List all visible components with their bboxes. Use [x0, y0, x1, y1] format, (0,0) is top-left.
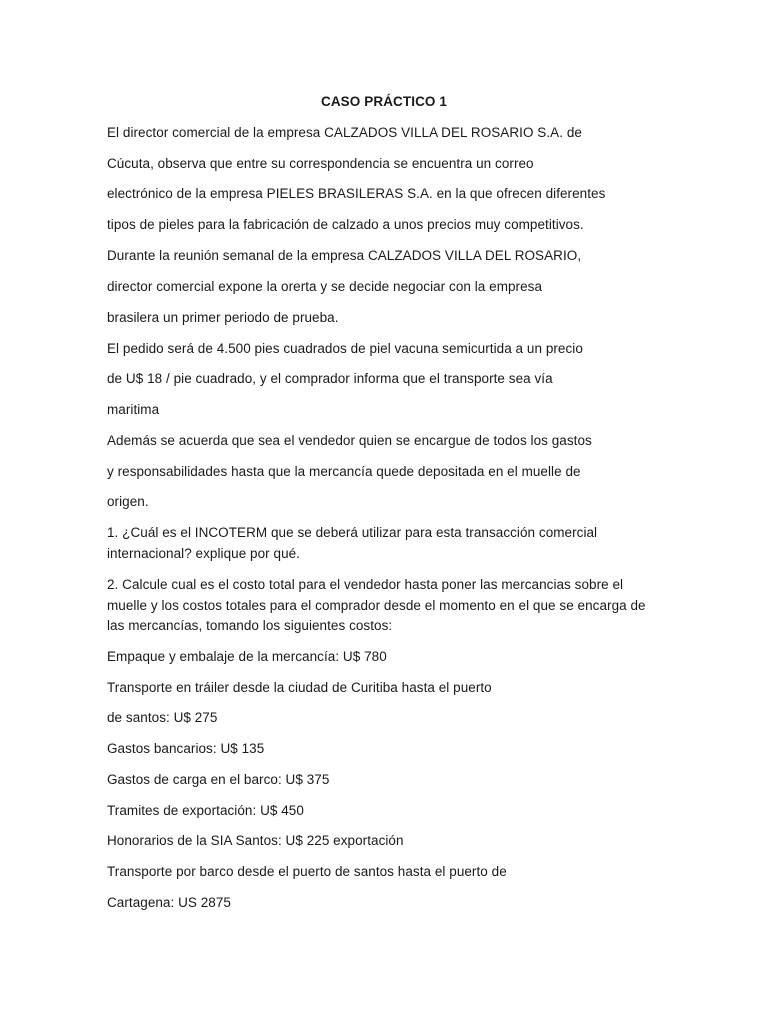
paragraph-line: Durante la reunión semanal de la empresa CALZADOS VILLA DEL ROSARIO, — [107, 248, 582, 263]
cost-item: Cartagena: US 2875 — [107, 895, 231, 910]
paragraph-line: El director comercial de la empresa CALZADOS VILLA DEL ROSARIO S.A. de — [107, 125, 582, 140]
cost-item: Empaque y embalaje de la mercancía: U$ 780 — [107, 649, 387, 664]
cost-item: de santos: U$ 275 — [107, 710, 218, 725]
paragraph-line: de U$ 18 / pie cuadrado, y el comprador informa que el transporte sea vía — [107, 371, 553, 386]
question-line: 2. Calcule cual es el costo total para el vendedor hasta poner las mercancias sobre el — [107, 577, 624, 592]
cost-item: Gastos de carga en el barco: U$ 375 — [107, 772, 330, 787]
cost-item: Honorarios de la SIA Santos: U$ 225 exportación — [107, 833, 404, 848]
question-line: internacional? explique por qué. — [107, 546, 300, 561]
paragraph-line: electrónico de la empresa PIELES BRASILERAS S.A. en la que ofrecen diferentes — [107, 186, 606, 201]
paragraph-line: director comercial expone la orerta y se decide negociar con la empresa — [107, 279, 543, 294]
question-line: las mercancías, tomando los siguientes costos: — [107, 618, 393, 633]
cost-item: Transporte en tráiler desde la ciudad de Curitiba hasta el puerto — [107, 680, 492, 695]
paragraph-line: maritima — [107, 402, 160, 417]
paragraph-line: Además se acuerda que sea el vendedor quien se encargue de todos los gastos — [107, 433, 592, 448]
question-line: muelle y los costos totales para el comprador desde el momento en el que se encarga de — [107, 598, 646, 613]
paragraph-line: El pedido será de 4.500 pies cuadrados de piel vacuna semicurtida a un precio — [107, 341, 583, 356]
document-title: CASO PRÁCTICO 1 — [320, 94, 447, 109]
paragraph-line: origen. — [107, 494, 149, 509]
paragraph-line: tipos de pieles para la fabricación de calzado a unos precios muy competitivos. — [107, 217, 584, 232]
cost-item: Gastos bancarios: U$ 135 — [107, 741, 265, 756]
cost-item: Transporte por barco desde el puerto de santos hasta el puerto de — [107, 864, 507, 879]
question-line: 1. ¿Cuál es el INCOTERM que se deberá utilizar para esta transacción comercial — [107, 525, 598, 540]
paragraph-line: y responsabilidades hasta que la mercancía quede depositada en el muelle de — [107, 464, 581, 479]
paragraph-line: brasilera un primer periodo de prueba. — [107, 310, 339, 325]
cost-item: Tramites de exportación: U$ 450 — [107, 803, 304, 818]
paragraph-line: Cúcuta, observa que entre su correspondencia se encuentra un correo — [107, 156, 534, 171]
